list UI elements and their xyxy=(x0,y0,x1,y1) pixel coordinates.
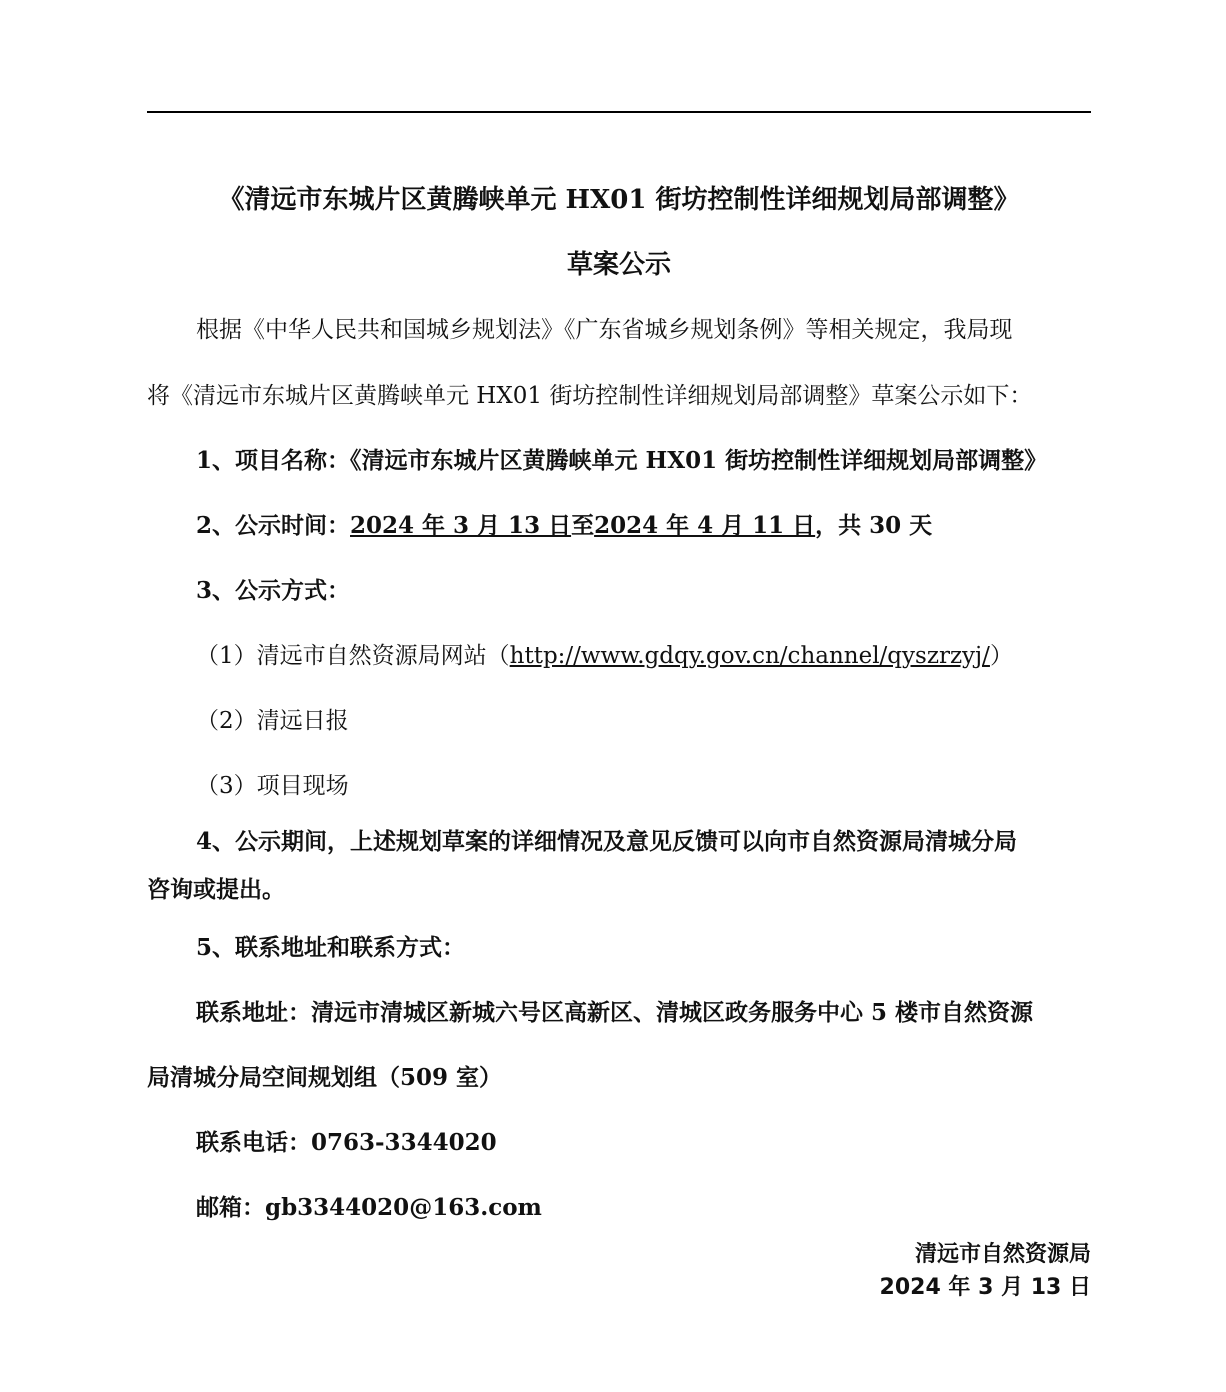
contact-email: 邮箱：gb3344020@163.com xyxy=(196,1194,542,1221)
notice-start-date: 2024 年 3 月 13 日 xyxy=(350,512,572,539)
notice-duration: ，共 30 天 xyxy=(815,512,933,539)
notice-period-label: 2、公示时间： xyxy=(196,512,351,539)
document-subtitle: 草案公示 xyxy=(566,250,671,280)
item-feedback-line-1: 4、公示期间，上述规划草案的详细情况及意见反馈可以向市自然资源局清城分局 xyxy=(196,828,1018,855)
method-website xyxy=(196,641,1013,671)
item-notice-period xyxy=(196,511,932,541)
method-site: （3）项目现场 xyxy=(196,773,349,799)
notice-end-date: 2024 年 4 月 11 日 xyxy=(594,512,816,539)
header-rule xyxy=(147,111,1091,113)
website-link[interactable]: http://www.gdqy.gov.cn/channel/qyszrzyj/ xyxy=(509,643,990,669)
method-website-suffix: ） xyxy=(989,643,1013,669)
item-project-name: 1、项目名称：《清远市东城片区黄腾峡单元 HX01 街坊控制性详细规划局部调整》 xyxy=(196,447,1048,474)
item-notice-methods: 3、公示方式： xyxy=(196,577,351,604)
intro-line-1: 根据《中华人民共和国城乡规划法》《广东省城乡规划条例》等相关规定，我局现 xyxy=(196,317,1013,343)
intro-line-2: 将《清远市东城片区黄腾峡单元 HX01 街坊控制性详细规划局部调整》草案公示如下： xyxy=(147,383,1033,409)
contact-phone: 联系电话：0763-3344020 xyxy=(196,1129,497,1156)
contact-address-line-1: 联系地址：清远市清城区新城六号区高新区、清城区政务服务中心 5 楼市自然资源 xyxy=(196,999,1034,1026)
item-contact-label: 5、联系地址和联系方式： xyxy=(196,934,466,961)
notice-to: 至 xyxy=(571,512,595,539)
item-feedback-line-2: 咨询或提出。 xyxy=(147,876,285,903)
signature-date: 2024 年 3 月 13 日 xyxy=(879,1275,1091,1300)
document-title: 《清远市东城片区黄腾峡单元 HX01 街坊控制性详细规划局部调整》 xyxy=(218,185,1020,215)
method-newspaper: （2）清远日报 xyxy=(196,708,349,734)
method-website-prefix: （1）清远市自然资源局网站（ xyxy=(196,643,510,669)
signature-org: 清远市自然资源局 xyxy=(914,1242,1091,1267)
contact-address-line-2: 局清城分局空间规划组（509 室） xyxy=(147,1064,503,1091)
